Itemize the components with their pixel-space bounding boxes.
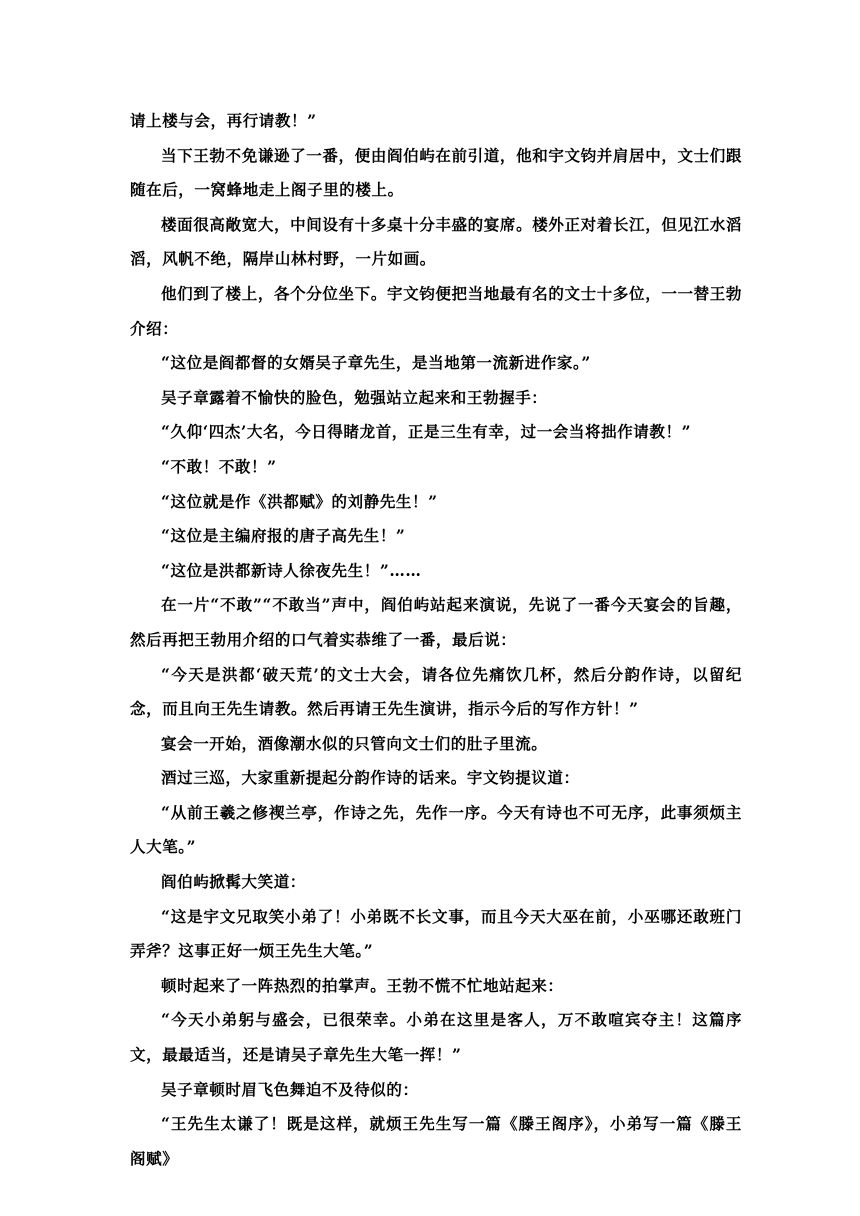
- paragraph: “不敢！不敢！”: [161, 456, 277, 476]
- paragraph: “这位是阎都督的女婿吴子章先生，是当地第一流新进作家。”: [161, 353, 591, 373]
- paragraph: “这位是主编府报的唐子高先生！”: [161, 526, 406, 546]
- paragraph: 当下王勃不免谦逊了一番，便由阎伯屿在前引道，他和宇文钧并肩居中，文士们跟随在后，一窝蜂地走上阁子里的楼上。: [130, 145, 742, 200]
- paragraph: 请上楼与会，再行请教！”: [130, 111, 317, 130]
- paragraph: 宴会一开始，酒像潮水似的只管向文士们的肚子里流。: [161, 733, 548, 753]
- paragraph: 顿时起来了一阵热烈的拍掌声。王勃不慌不忙地站起来：: [161, 975, 564, 995]
- paragraph: 吴子章露着不愉快的脸色，勉强站立起来和王勃握手：: [161, 387, 548, 407]
- paragraph: 楼面很高敞宽大，中间设有十多桌十分丰盛的宴席。楼外正对着长江，但见江水滔滔，风帆不绝，隔岸山林村野，一片如画。: [130, 214, 742, 269]
- paragraph: “这是宇文兄取笑小弟了！小弟既不长文事，而且今天大巫在前，小巫哪还敢班门弄斧？这事正好一烦王先生大笔。”: [130, 906, 742, 961]
- paragraph: 他们到了楼上，各个分位坐下。宇文钧便把当地最有名的文士十多位，一一替王勃介绍：: [130, 283, 742, 338]
- paragraph: 在一片“不敢”“不敢当”声中，阎伯屿站起来演说，先说了一番今天宴会的旨趣，然后再把王勃用介绍的口气着实恭维了一番，最后说：: [130, 595, 742, 649]
- paragraph: 吴子章顿时眉飞色舞迫不及待似的：: [161, 1079, 419, 1099]
- paragraph: “王先生太谦了！既是这样，就烦王先生写一篇《滕王阁序》，小弟写一篇《滕王阁赋》: [130, 1114, 742, 1168]
- paragraph: “这位是洪都新诗人徐夜先生！”……: [161, 560, 422, 580]
- paragraph: “从前王羲之修禊兰亭，作诗之先，先作一序。今天有诗也不可无序，此事须烦主人大笔。”: [130, 802, 742, 857]
- paragraph: “今天是洪都‘破天荒’的文士大会，请各位先痛饮几杯，然后分韵作诗，以留纪念，而且向王先生请教。然后再请王先生演讲，指示今后的写作方针！”: [130, 664, 742, 719]
- paragraph: 阎伯屿掀髯大笑道：: [161, 872, 306, 892]
- paragraph: 酒过三巡，大家重新提起分韵作诗的话来。宇文钧提议道：: [161, 768, 580, 788]
- paragraph: “这位就是作《洪都赋》的刘静先生！”: [161, 491, 438, 511]
- paragraph: “今天小弟躬与盛会，已很荣幸。小弟在这里是客人，万不敢喧宾夺主！这篇序文，最最适当，还是请吴子章先生大笔一挥！”: [130, 1010, 742, 1065]
- paragraph: “久仰‘四杰’大名，今日得睹龙首，正是三生有幸，过一会当将拙作请教！”: [161, 422, 692, 442]
